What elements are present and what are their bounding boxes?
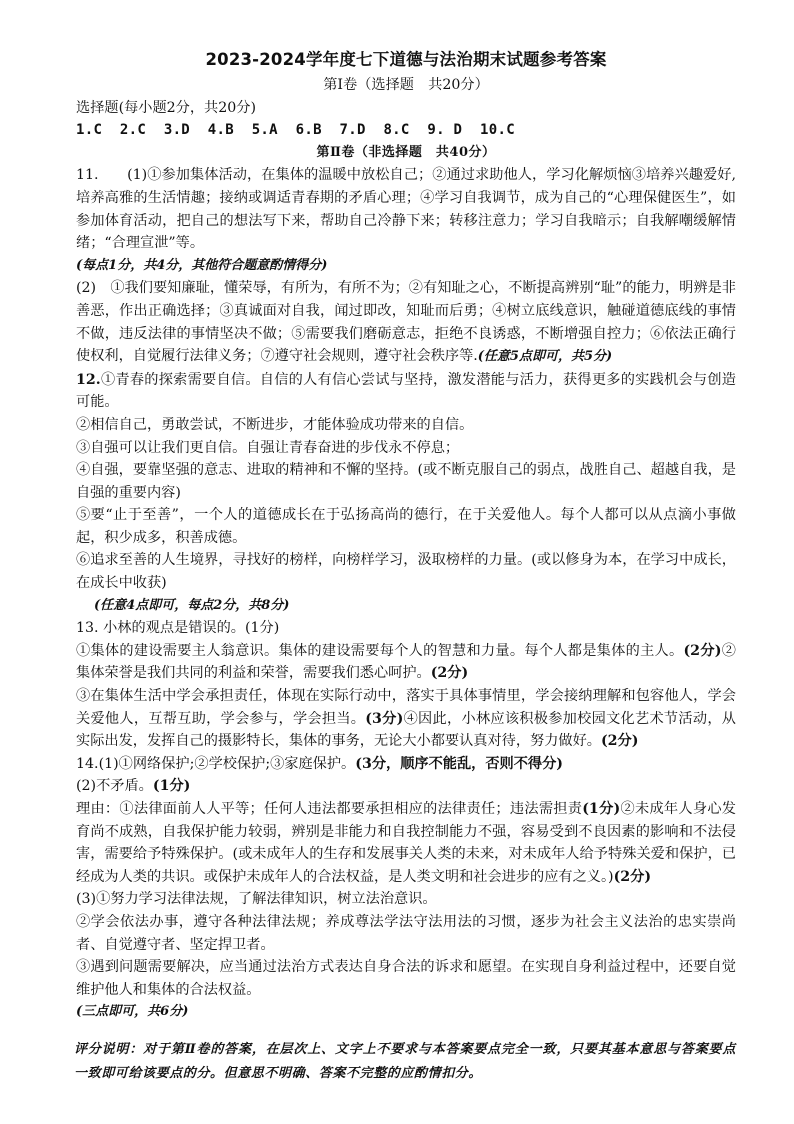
q14-reason — [76, 798, 736, 888]
q13-point4: ④因此，小林应该积极参加校园文化艺术节活动，从实际出发，发挥自己的摄影特长，集体的事务，无论大小都要认真对待，努力做好。 — [76, 710, 736, 750]
mc-answer: 9. D — [427, 122, 463, 139]
q14-reason-1: 理由：①法律面前人人平等；任何人违法都要承担相应的法律责任；违法需担责 — [76, 801, 583, 817]
q14-part2-score: (1分) — [152, 778, 191, 795]
q13-point2: ②集体荣誉是我们共同的利益和荣誉，需要我们悉心呵护。 — [76, 642, 736, 682]
q11-part2-score: (任意5点即可，共5分) — [477, 349, 613, 365]
grading-note: 评分说明：对于第Ⅱ卷的答案，在层次上、文字上不要求与本答案要点完全一致，只要其基本意思与答案要点一致即可给该要点的分。但意思不明确、答案不完整的应酌情扣分。 — [74, 1041, 736, 1081]
mc-answer: 4.B — [207, 122, 234, 139]
mc-answer: 3.D — [163, 122, 191, 139]
q12-point1 — [76, 369, 736, 414]
mc-answer: 2.C — [119, 122, 147, 139]
mc-answers — [76, 119, 736, 142]
q13-score2: (2分) — [430, 665, 469, 682]
q13-score4: (2分) — [600, 733, 639, 750]
q11-part1-score: (每点1分，共4分，其他符合题意酌情得分) — [76, 257, 328, 273]
mc-answer: 6.B — [295, 122, 322, 139]
q14-part1-score: (3分，顺序不能乱，否则不得分) — [355, 755, 563, 772]
q13-score3: (3分) — [365, 710, 404, 727]
q12-point6: ⑥追求至善的人生境界，寻找好的榜样，向榜样学习，汲取榜样的力量。(或以修身为本，在学习中成长，在成长中收获) — [76, 552, 736, 592]
mc-answer: 7.D — [339, 122, 366, 139]
document-title: 2023-2024学年度七下道德与法治期末试题参考答案 — [205, 50, 607, 69]
part2-heading: 第Ⅱ卷（非选择题 共40分） — [316, 144, 496, 160]
q11-part2 — [76, 277, 736, 368]
q14-reason-score2: (2分) — [613, 868, 652, 885]
q12-point5: ⑤要“止于至善”，一个人的道德成长在于弘扬高尚的德行，在于关爱他人。每个人都可以从点滴小事做起，积少成多，积善成德。 — [76, 507, 736, 546]
q14-part3-point3: ③遇到问题需要解决，应当通过法治方式表达自身合法的诉求和愿望。在实现自身利益过程中，还要自觉维护他人和集体的合法权益。 — [76, 959, 736, 998]
q11-part2-text: (2) ①我们要知廉耻，懂荣辱，有所为，有所不为；②有知耻之心，不断提高辨别“耻”的能力，明辨是非善恶，作出正确选择；③真诚面对自我，闻过即改，知耻而后勇；④树立底线意识，触碰道德底线的事情不做，违反法律的事情坚决不做；⑤需要我们磨砺意志，拒绝不良诱惑，不断增强自控力；⑥依法正确行使权利，自觉履行法律义务；⑦遵守社会规则，遵守社会秩序等. — [76, 280, 736, 365]
q14-part1-text: 14.(1)①网络保护;②学校保护;③家庭保护。 — [76, 755, 356, 772]
q13-point3: ③在集体生活中学会承担责任，体现在实际行动中，落实于具体事情里，学会接纳理解和包容他人，学会关爱他人，互帮互助，学会参与，学会担当。 — [76, 688, 736, 727]
q14-part2 — [76, 775, 736, 798]
q13-points-1-2 — [76, 640, 736, 685]
q13-score1: (2分) — [683, 642, 722, 659]
q13-stance: 13. 小林的观点是错误的。(1分) — [76, 620, 280, 637]
q14-part3-point2: ②学会依法办事，遵守各种法律法规；养成尊法学法守法用法的习惯，逐步为社会主义法治的忠实崇尚者、自觉遵守者、坚定捍卫者。 — [76, 913, 736, 953]
q12-point2: ②相信自己，勇敢尝试，不断进步，才能体验成功带来的自信。 — [76, 416, 474, 433]
q14-part3-point1: (3)①努力学习法律法规，了解法律知识，树立法治意识。 — [76, 891, 437, 908]
q13-points-3-4 — [76, 685, 736, 753]
q12-point4: ④自强，要靠坚强的意志、进取的精神和不懈的坚持。(或不断克服自己的弱点，战胜自己、超越自我，是自强的重要内容) — [76, 462, 736, 501]
q12-score: (任意4点即可，每点2分，共8分) — [94, 597, 290, 613]
q12-point1-text: ①青春的探索需要自信。自信的人有信心尝试与坚持，激发潜能与活力，获得更多的实践机会与创造可能。 — [76, 371, 736, 411]
mc-answer: 1.C — [76, 122, 103, 139]
part1-heading: 第Ⅰ卷（选择题 共20分） — [323, 77, 489, 93]
q14-reason-2: ②未成年人身心发育尚不成熟，自我保护能力较弱，辨别是非能力和自我控制能力不强，容易受到不良因素的影响和不法侵害，需要给予特殊保护。(或未成年人的生存和发展事关人类的未来，对未成年人给予特殊关爱和保护，已经成为人类的共识。或保护未成年人的合法权益，是人类文明和社会进步的应有之义。) — [76, 801, 736, 885]
mc-answer: 8.C — [383, 122, 410, 139]
mc-answer: 5.A — [251, 122, 278, 139]
q14-score: (三点即可，共6分) — [76, 1004, 189, 1020]
mc-answer: 10.C — [480, 122, 515, 139]
q12-point3: ③自强可以让我们更自信。自强让青春奋进的步伐永不停息； — [76, 439, 460, 456]
mc-intro: 选择题(每小题2分，共20分) — [76, 99, 257, 116]
q11-part1: 11. (1)①参加集体活动，在集体的温暖中放松自己；②通过求助他人，学习化解烦恼③培养兴趣爱好,培养高雅的生活情趣；接纳或调适青春期的矛盾心理；④学习自我调节，成为自己的“心理保健医生”，如参加体育活动，把自己的想法写下来，帮助自己冷静下来；转移注意力；学习自我暗示；自我解嘲缓解情绪；“合理宣泄”等。 — [76, 167, 736, 252]
q14-part2-text: (2)不矛盾。 — [76, 778, 153, 795]
q12-number: 12. — [76, 371, 101, 388]
q14-reason-score1: (1分) — [582, 801, 621, 817]
q14-part1 — [76, 753, 736, 776]
q13-point1: ①集体的建设需要主人翁意识。集体的建设需要每个人的智慧和力量。每个人都是集体的主人。 — [76, 642, 684, 659]
